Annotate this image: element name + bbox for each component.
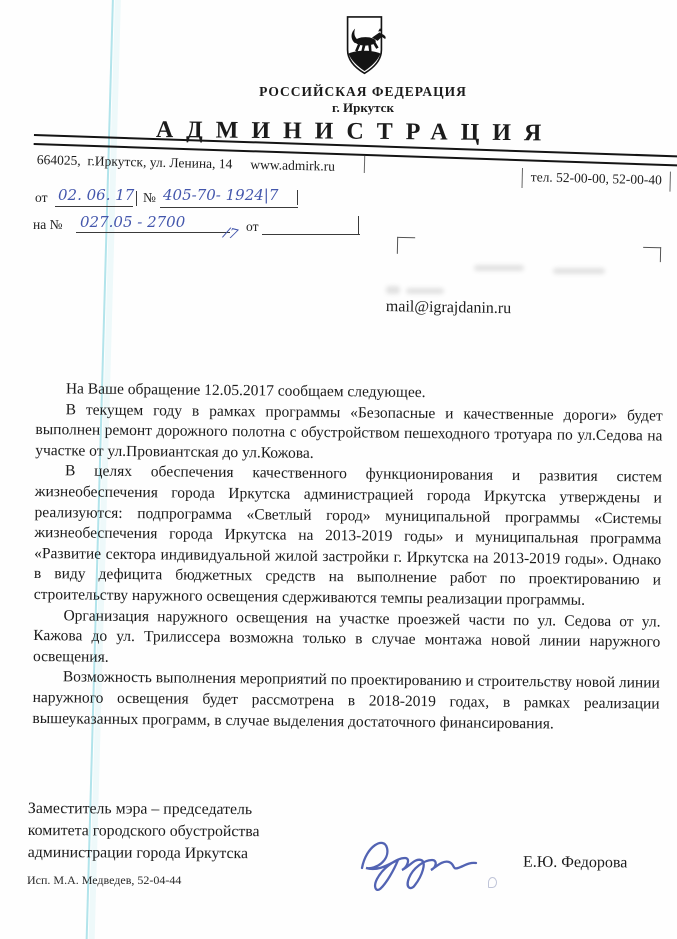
- ref-field-tick: [297, 190, 298, 205]
- irkutsk-coat-of-arms-icon: [341, 13, 388, 86]
- erased-text-smudge: [553, 268, 605, 274]
- reply-number-handwritten: 027.05 - 2700: [80, 213, 186, 231]
- recipient-zone-corner-right: [643, 247, 661, 262]
- body-paragraph: В текущем году в рамках программы «Безопасные и качественные дороги» будет выполнен ремонт дорожного полотна с обустройством пешеходного тротуара по ул.Седова на участке от ул.Провиантская до ул.Кожова.: [35, 400, 663, 462]
- body-paragraph: Возможность выполнения мероприятий по проектированию и строительству новой линии наружного освещения будет рассмотрена в 2018-2019 годах, в рамках реализации вышеуказанных программ, в случае выделения достаточного финансирования.: [32, 668, 660, 732]
- ref-date-underline: [55, 206, 133, 207]
- body-paragraph: На Ваше обращение 12.05.2017 сообщаем следующее.: [65, 380, 426, 402]
- handwritten-signature-icon: [352, 830, 487, 905]
- pen-mark: [488, 877, 497, 888]
- ref-field-tick: [358, 216, 359, 234]
- reply-number-underline: [76, 232, 230, 233]
- signer-position: Заместитель мэра – председатель комитета городского обустройства администрации города Иркутска: [27, 800, 260, 863]
- reply-date-label: от: [246, 219, 259, 234]
- letterhead-phone: тел. 52-00-00, 52-00-40: [522, 168, 672, 192]
- letterhead-org-title: АДМИНИСТРАЦИЯ: [155, 117, 555, 147]
- letterhead-country: РОССИЙСКАЯ ФЕДЕРАЦИЯ: [259, 84, 467, 99]
- address-divider-bar: [364, 156, 366, 173]
- signer-name: Е.Ю. Федорова: [522, 853, 628, 872]
- reply-date-underline: [262, 234, 360, 235]
- recipient-email: mail@igrajdanin.ru: [385, 298, 512, 318]
- body-paragraph: Организация наружного освещения на участке проезжей части по ул. Седова от ул. Кажова до ул. Трилиссера возможна только в случае монтажа новой линии наружного освещения.: [33, 606, 661, 666]
- recipient-zone-corner-left: [397, 237, 415, 254]
- website-text: www.admirk.ru: [250, 156, 336, 174]
- erased-text-smudge: [406, 288, 444, 294]
- ref-number-handwritten: 405-70- 1924|7: [163, 186, 279, 204]
- ref-number-sign: №: [143, 190, 156, 205]
- ref-from-label: от: [35, 190, 48, 205]
- letter-body: [32, 379, 663, 736]
- address-text: 664025, г.Иркутск, ул. Ленина, 14: [36, 152, 233, 172]
- erased-text-smudge: [386, 286, 400, 294]
- ref-number-underline: [160, 207, 298, 208]
- letterhead-city: г. Иркутск: [332, 100, 394, 115]
- reply-number-suffix-handwritten: /7: [222, 224, 240, 244]
- ref-date-handwritten: 02. 06. 17: [58, 186, 135, 204]
- letterhead-address: [37, 152, 336, 175]
- executor-note: Исп. М.А. Медведев, 52-04-44: [27, 873, 182, 887]
- ref-field-tick: [136, 191, 137, 206]
- reply-ref-label: на №: [33, 217, 63, 232]
- erased-text-smudge: [474, 265, 524, 271]
- body-paragraph: В целях обеспечения качественного функционирования и развития систем жизнеобеспечения города Иркутска администрацией города Иркутска утверждены и реализуются: подпрограмма «Светлый город» муниципальной программы «Системы жизнеобеспечения города Иркутска на 2013-2019 годы» и муниципальная программа «Развитие сектора индивидуальной жилой застройки г. Иркутска на 2013-2019 годы». Однако в виду дефицита бюджетных средств на выполнение работ по проектированию и строительству наружного освещения сдерживаются темпы реализации программы.: [33, 462, 663, 609]
